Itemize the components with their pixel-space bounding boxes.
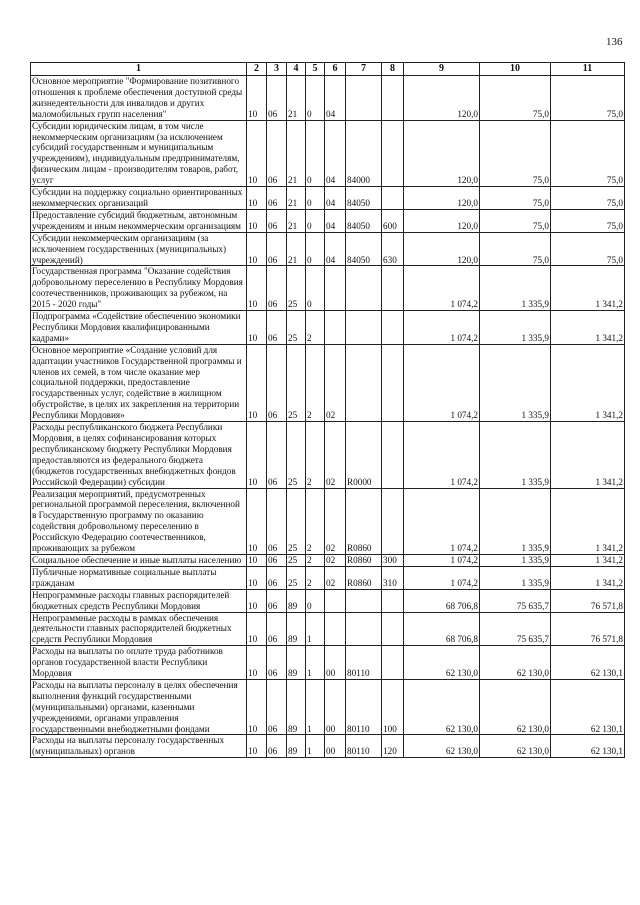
amount-cell: 1 074,2 bbox=[404, 311, 480, 345]
amount-cell: 1 341,2 bbox=[551, 422, 625, 488]
code-cell: 06 bbox=[267, 488, 287, 554]
code-cell: 25 bbox=[287, 344, 306, 421]
code-cell: 06 bbox=[267, 589, 287, 612]
row-name-cell: Непрограммные расходы в рамках обеспечения деятельности главных распорядителей бюджетных средств Республики Мордовия bbox=[31, 612, 247, 646]
code-cell: 10 bbox=[247, 612, 267, 646]
code-cell: 84000 bbox=[346, 120, 382, 186]
code-cell: 630 bbox=[382, 232, 404, 266]
row-name-cell: Государственная программа "Оказание содействия добровольному переселению в Республику Мордовия соотечественников, проживающих за рубежом, на 2015 - 2020 годы" bbox=[31, 266, 247, 311]
code-cell: 10 bbox=[247, 266, 267, 311]
amount-cell: 62 130,0 bbox=[480, 679, 551, 735]
code-cell: 2 bbox=[306, 554, 325, 566]
amount-cell: 1 341,2 bbox=[551, 566, 625, 589]
amount-cell: 120,0 bbox=[404, 209, 480, 232]
code-cell: 25 bbox=[287, 488, 306, 554]
row-name-cell: Социальное обеспечение и иные выплаты населению bbox=[31, 554, 247, 566]
amount-cell: 1 335,9 bbox=[480, 266, 551, 311]
code-cell: 89 bbox=[287, 589, 306, 612]
amount-cell: 75,0 bbox=[551, 120, 625, 186]
amount-cell: 76 571,8 bbox=[551, 589, 625, 612]
code-cell: 0 bbox=[306, 266, 325, 311]
amount-cell: 1 335,9 bbox=[480, 422, 551, 488]
code-cell: 0 bbox=[306, 589, 325, 612]
row-name-cell: Публичные нормативные социальные выплаты гражданам bbox=[31, 566, 247, 589]
code-cell bbox=[382, 187, 404, 210]
code-cell: 10 bbox=[247, 344, 267, 421]
code-cell: 06 bbox=[267, 209, 287, 232]
row-name-cell: Субсидии юридическим лицам, в том числе некоммерческим организациям (за исключением субсидий государственным и муниципальным учреждениям), индивидуальным предпринимателям, физическим лицам - производителям товаров, работ, услуг bbox=[31, 120, 247, 186]
amount-cell: 120,0 bbox=[404, 187, 480, 210]
table-row bbox=[31, 679, 625, 735]
row-name-cell: Расходы республиканского бюджета Республики Мордовия, в целях софинансирования которых республиканскому бюджету Республики Мордовия предоставляются из федерального бюджета (бюджетов государственных внебюджетных фондов Российской Федерации) субсидии bbox=[31, 422, 247, 488]
code-cell: 06 bbox=[267, 612, 287, 646]
row-name-cell: Расходы на выплаты персоналу в целях обеспечения выполнения функций государственными (муниципальными) органами, казенными учреждениями, органами управления государственными внебюджетными фондами bbox=[31, 679, 247, 735]
page-number: 136 bbox=[606, 36, 623, 48]
code-cell: 06 bbox=[267, 232, 287, 266]
code-cell: 02 bbox=[325, 566, 346, 589]
amount-cell: 75,0 bbox=[551, 232, 625, 266]
code-cell: 25 bbox=[287, 422, 306, 488]
table-row bbox=[31, 120, 625, 186]
column-header: 9 bbox=[404, 63, 480, 76]
code-cell: 25 bbox=[287, 566, 306, 589]
code-cell: 06 bbox=[267, 311, 287, 345]
amount-cell: 62 130,1 bbox=[551, 735, 625, 758]
code-cell: 04 bbox=[325, 120, 346, 186]
code-cell: 02 bbox=[325, 344, 346, 421]
table-body bbox=[31, 76, 625, 758]
amount-cell: 68 706,8 bbox=[404, 589, 480, 612]
amount-cell: 68 706,8 bbox=[404, 612, 480, 646]
row-name-cell: Расходы на выплаты по оплате труда работников органов государственной власти Республики Мордовия bbox=[31, 646, 247, 680]
code-cell bbox=[382, 589, 404, 612]
amount-cell: 62 130,0 bbox=[480, 646, 551, 680]
code-cell bbox=[382, 311, 404, 345]
code-cell: 06 bbox=[267, 735, 287, 758]
code-cell bbox=[382, 612, 404, 646]
table-row bbox=[31, 554, 625, 566]
table-row bbox=[31, 566, 625, 589]
amount-cell: 1 335,9 bbox=[480, 566, 551, 589]
table-row bbox=[31, 646, 625, 680]
amount-cell: 1 341,2 bbox=[551, 344, 625, 421]
code-cell: 2 bbox=[306, 488, 325, 554]
code-cell bbox=[346, 311, 382, 345]
column-header: 5 bbox=[306, 63, 325, 76]
code-cell bbox=[382, 646, 404, 680]
code-cell bbox=[325, 589, 346, 612]
code-cell: 06 bbox=[267, 344, 287, 421]
amount-cell: 75 635,7 bbox=[480, 589, 551, 612]
amount-cell: 1 074,2 bbox=[404, 344, 480, 421]
code-cell: 06 bbox=[267, 187, 287, 210]
code-cell: 80110 bbox=[346, 646, 382, 680]
code-cell: 600 bbox=[382, 209, 404, 232]
amount-cell: 75 635,7 bbox=[480, 612, 551, 646]
code-cell: 1 bbox=[306, 646, 325, 680]
code-cell: 120 bbox=[382, 735, 404, 758]
table-row bbox=[31, 311, 625, 345]
code-cell: 1 bbox=[306, 612, 325, 646]
amount-cell: 75,0 bbox=[551, 187, 625, 210]
code-cell: R0860 bbox=[346, 566, 382, 589]
code-cell: 310 bbox=[382, 566, 404, 589]
amount-cell: 75,0 bbox=[480, 209, 551, 232]
amount-cell: 1 074,2 bbox=[404, 422, 480, 488]
code-cell: 10 bbox=[247, 488, 267, 554]
amount-cell: 1 335,9 bbox=[480, 344, 551, 421]
code-cell: 06 bbox=[267, 266, 287, 311]
amount-cell: 62 130,0 bbox=[404, 735, 480, 758]
table-row bbox=[31, 266, 625, 311]
amount-cell: 75,0 bbox=[551, 209, 625, 232]
amount-cell: 120,0 bbox=[404, 76, 480, 121]
code-cell: 84050 bbox=[346, 187, 382, 210]
amount-cell: 1 074,2 bbox=[404, 566, 480, 589]
code-cell: 04 bbox=[325, 76, 346, 121]
code-cell: 10 bbox=[247, 76, 267, 121]
code-cell: 84050 bbox=[346, 232, 382, 266]
amount-cell: 75,0 bbox=[480, 232, 551, 266]
code-cell: 10 bbox=[247, 566, 267, 589]
amount-cell: 75,0 bbox=[480, 76, 551, 121]
code-cell bbox=[346, 344, 382, 421]
column-header: 10 bbox=[480, 63, 551, 76]
amount-cell: 1 074,2 bbox=[404, 266, 480, 311]
code-cell: 21 bbox=[287, 187, 306, 210]
code-cell: 2 bbox=[306, 344, 325, 421]
amount-cell: 1 341,2 bbox=[551, 488, 625, 554]
table-row bbox=[31, 589, 625, 612]
amount-cell: 1 335,9 bbox=[480, 488, 551, 554]
code-cell: 21 bbox=[287, 120, 306, 186]
code-cell: 21 bbox=[287, 76, 306, 121]
code-cell: 00 bbox=[325, 646, 346, 680]
code-cell: 80110 bbox=[346, 735, 382, 758]
code-cell bbox=[382, 488, 404, 554]
code-cell: 0 bbox=[306, 120, 325, 186]
column-header: 6 bbox=[325, 63, 346, 76]
code-cell: 25 bbox=[287, 311, 306, 345]
amount-cell: 76 571,8 bbox=[551, 612, 625, 646]
amount-cell: 1 335,9 bbox=[480, 311, 551, 345]
table-row bbox=[31, 488, 625, 554]
code-cell bbox=[346, 612, 382, 646]
amount-cell: 62 130,0 bbox=[404, 679, 480, 735]
code-cell: 21 bbox=[287, 209, 306, 232]
code-cell: 10 bbox=[247, 422, 267, 488]
column-header: 11 bbox=[551, 63, 625, 76]
row-name-cell: Основное мероприятие "Формирование позитивного отношения к проблеме обеспечения доступной среды жизнедеятельности для инвалидов и других маломобильных групп населения" bbox=[31, 76, 247, 121]
code-cell bbox=[382, 422, 404, 488]
code-cell: 00 bbox=[325, 679, 346, 735]
code-cell: 02 bbox=[325, 422, 346, 488]
code-cell: 25 bbox=[287, 554, 306, 566]
row-name-cell: Непрограммные расходы главных распорядителей бюджетных средств Республики Мордовия bbox=[31, 589, 247, 612]
column-header: 8 bbox=[382, 63, 404, 76]
code-cell: 10 bbox=[247, 589, 267, 612]
table-row bbox=[31, 344, 625, 421]
table-row bbox=[31, 76, 625, 121]
code-cell: R0000 bbox=[346, 422, 382, 488]
amount-cell: 1 341,2 bbox=[551, 554, 625, 566]
amount-cell: 62 130,0 bbox=[404, 646, 480, 680]
amount-cell: 1 335,9 bbox=[480, 554, 551, 566]
amount-cell: 62 130,1 bbox=[551, 646, 625, 680]
table-row bbox=[31, 612, 625, 646]
code-cell: 1 bbox=[306, 679, 325, 735]
code-cell: 89 bbox=[287, 646, 306, 680]
code-cell: 84050 bbox=[346, 209, 382, 232]
code-cell: R0860 bbox=[346, 488, 382, 554]
code-cell: 10 bbox=[247, 311, 267, 345]
code-cell: 2 bbox=[306, 422, 325, 488]
row-name-cell: Предоставление субсидий бюджетным, автономным учреждениям и иным некоммерческим организациям bbox=[31, 209, 247, 232]
row-name-cell: Подпрограмма «Содействие обеспечению экономики Республики Мордовия квалифицированными кадрами» bbox=[31, 311, 247, 345]
code-cell: 2 bbox=[306, 311, 325, 345]
amount-cell: 1 074,2 bbox=[404, 488, 480, 554]
amount-cell: 1 341,2 bbox=[551, 266, 625, 311]
code-cell: 10 bbox=[247, 735, 267, 758]
amount-cell: 120,0 bbox=[404, 232, 480, 266]
budget-table bbox=[30, 62, 625, 758]
code-cell: 89 bbox=[287, 679, 306, 735]
code-cell: 21 bbox=[287, 232, 306, 266]
amount-cell: 75,0 bbox=[551, 76, 625, 121]
column-header: 2 bbox=[247, 63, 267, 76]
code-cell: 06 bbox=[267, 422, 287, 488]
code-cell: 10 bbox=[247, 646, 267, 680]
table-row bbox=[31, 422, 625, 488]
code-cell: 06 bbox=[267, 76, 287, 121]
code-cell: 02 bbox=[325, 488, 346, 554]
code-cell bbox=[325, 612, 346, 646]
code-cell: 10 bbox=[247, 120, 267, 186]
code-cell: 0 bbox=[306, 209, 325, 232]
row-name-cell: Субсидии некоммерческим организациям (за исключением государственных (муниципальных) учреждений) bbox=[31, 232, 247, 266]
column-header: 4 bbox=[287, 63, 306, 76]
code-cell: 02 bbox=[325, 554, 346, 566]
code-cell: 04 bbox=[325, 187, 346, 210]
code-cell: 25 bbox=[287, 266, 306, 311]
code-cell: 80110 bbox=[346, 679, 382, 735]
amount-cell: 75,0 bbox=[480, 120, 551, 186]
code-cell bbox=[325, 266, 346, 311]
column-header: 7 bbox=[346, 63, 382, 76]
amount-cell: 62 130,0 bbox=[480, 735, 551, 758]
code-cell bbox=[382, 266, 404, 311]
code-cell: 10 bbox=[247, 187, 267, 210]
code-cell: 300 bbox=[382, 554, 404, 566]
code-cell: 06 bbox=[267, 554, 287, 566]
code-cell bbox=[382, 344, 404, 421]
code-cell: 10 bbox=[247, 554, 267, 566]
code-cell bbox=[325, 311, 346, 345]
code-cell: 00 bbox=[325, 735, 346, 758]
amount-cell: 1 341,2 bbox=[551, 311, 625, 345]
code-cell: 06 bbox=[267, 120, 287, 186]
code-cell: 89 bbox=[287, 612, 306, 646]
code-cell bbox=[382, 76, 404, 121]
column-header: 3 bbox=[267, 63, 287, 76]
row-name-cell: Реализация мероприятий, предусмотренных региональной программой переселения, включенной в Государственную программу по оказанию содействия добровольному переселению в Российскую Федерацию соотечественников, проживающих за рубежом bbox=[31, 488, 247, 554]
amount-cell: 75,0 bbox=[480, 187, 551, 210]
code-cell: 04 bbox=[325, 209, 346, 232]
code-cell bbox=[346, 589, 382, 612]
code-cell: 04 bbox=[325, 232, 346, 266]
code-cell bbox=[346, 76, 382, 121]
table-row bbox=[31, 735, 625, 758]
code-cell: 1 bbox=[306, 735, 325, 758]
column-header: 1 bbox=[31, 63, 247, 76]
code-cell: 0 bbox=[306, 76, 325, 121]
code-cell: 89 bbox=[287, 735, 306, 758]
code-cell: 2 bbox=[306, 566, 325, 589]
table-header-row bbox=[31, 63, 625, 76]
table-row bbox=[31, 232, 625, 266]
code-cell: 10 bbox=[247, 232, 267, 266]
code-cell: 06 bbox=[267, 646, 287, 680]
amount-cell: 1 074,2 bbox=[404, 554, 480, 566]
row-name-cell: Расходы на выплаты персоналу государственных (муниципальных) органов bbox=[31, 735, 247, 758]
row-name-cell: Субсидии на поддержку социально ориентированных некоммерческих организаций bbox=[31, 187, 247, 210]
code-cell: 0 bbox=[306, 187, 325, 210]
code-cell: R0860 bbox=[346, 554, 382, 566]
code-cell bbox=[346, 266, 382, 311]
amount-cell: 120,0 bbox=[404, 120, 480, 186]
table-row bbox=[31, 187, 625, 210]
code-cell: 10 bbox=[247, 679, 267, 735]
amount-cell: 62 130,1 bbox=[551, 679, 625, 735]
code-cell: 06 bbox=[267, 679, 287, 735]
code-cell: 100 bbox=[382, 679, 404, 735]
row-name-cell: Основное мероприятие «Создание условий для адаптации участников Государственной программы и членов их семей, в том числе оказание мер социальной поддержки, предоставление государственных услуг, содействие в жилищном обустройстве, в целях их закрепления на территории Республики Мордовия» bbox=[31, 344, 247, 421]
code-cell: 0 bbox=[306, 232, 325, 266]
code-cell: 06 bbox=[267, 566, 287, 589]
table-row bbox=[31, 209, 625, 232]
code-cell: 10 bbox=[247, 209, 267, 232]
code-cell bbox=[382, 120, 404, 186]
